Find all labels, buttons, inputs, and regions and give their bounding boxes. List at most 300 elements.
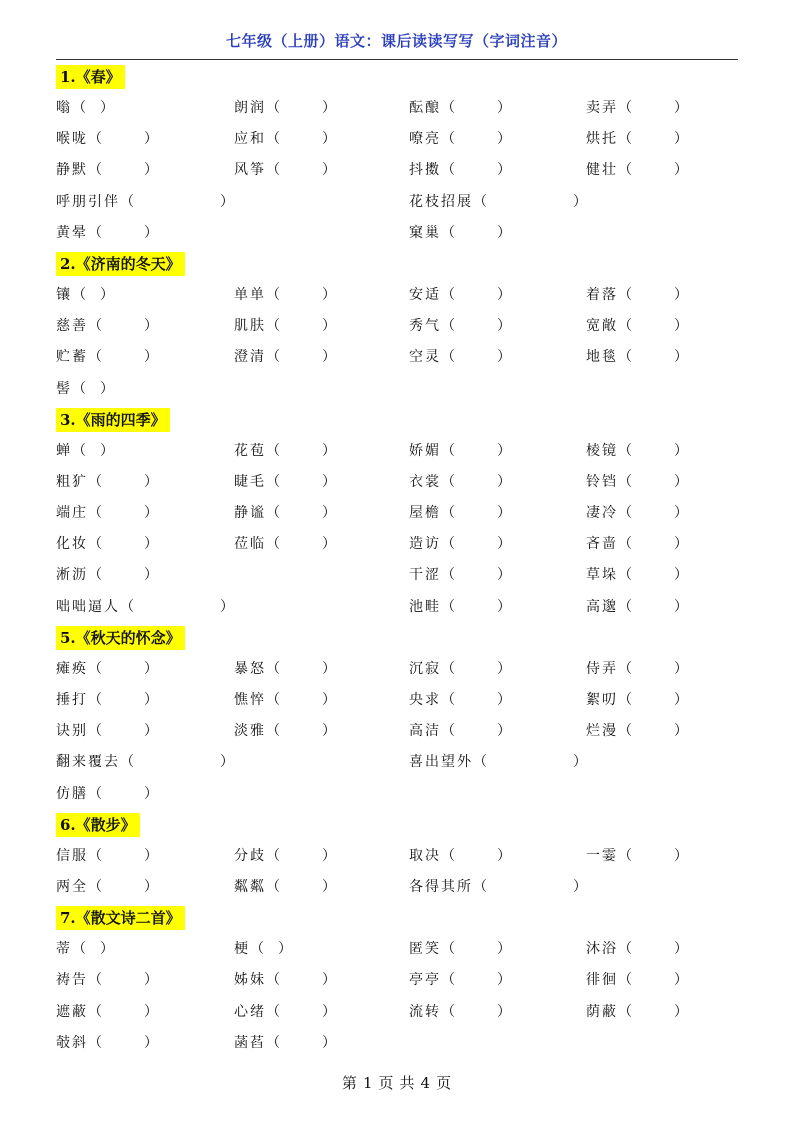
paren-open: （ bbox=[72, 941, 86, 958]
paren-close: ） bbox=[322, 442, 336, 459]
vocab-item bbox=[56, 280, 114, 311]
vocab-row bbox=[56, 311, 738, 342]
vocab-row bbox=[56, 187, 738, 218]
paren-close: ） bbox=[144, 536, 158, 553]
paren-close: ） bbox=[144, 660, 158, 677]
paren-open: （ bbox=[618, 286, 632, 303]
paren-close: ） bbox=[144, 972, 158, 989]
paren-open: （ bbox=[88, 318, 102, 335]
vocab-item bbox=[586, 841, 688, 872]
paren-close: ） bbox=[144, 224, 158, 241]
vocab-word: 烘托 bbox=[586, 131, 618, 148]
vocab-item bbox=[409, 187, 587, 218]
vocab-item bbox=[56, 342, 158, 373]
vocab-word: 澄清 bbox=[234, 349, 266, 366]
paren-close: ） bbox=[322, 1034, 336, 1051]
vocab-word: 草垛 bbox=[586, 567, 618, 584]
vocab-word: 造访 bbox=[409, 536, 441, 553]
vocab-word: 静谧 bbox=[234, 505, 266, 522]
paren-close: ） bbox=[322, 505, 336, 522]
vocab-item bbox=[586, 654, 688, 685]
vocab-item bbox=[409, 436, 511, 467]
paren-open: （ bbox=[266, 878, 280, 895]
paren-open: （ bbox=[441, 1003, 455, 1020]
vocab-item bbox=[409, 716, 511, 747]
paren-open: （ bbox=[266, 1034, 280, 1051]
paren-open: （ bbox=[266, 318, 280, 335]
paren-open: （ bbox=[618, 442, 632, 459]
paren-close: ） bbox=[674, 349, 688, 366]
paren-close: ） bbox=[497, 660, 511, 677]
vocab-item bbox=[56, 529, 158, 560]
vocab-word: 沉寂 bbox=[409, 660, 441, 677]
vocab-item bbox=[409, 93, 511, 124]
vocab-row bbox=[56, 529, 738, 560]
paren-close: ） bbox=[144, 847, 158, 864]
vocab-item bbox=[409, 592, 511, 623]
paren-open: （ bbox=[618, 536, 632, 553]
paren-close: ） bbox=[497, 473, 511, 490]
paren-close: ） bbox=[497, 536, 511, 553]
paren-open: （ bbox=[441, 224, 455, 241]
vocab-row bbox=[56, 654, 738, 685]
paren-close: ） bbox=[144, 1034, 158, 1051]
paren-close: ） bbox=[100, 442, 114, 459]
vocab-word: 信服 bbox=[56, 847, 88, 864]
paren-open: （ bbox=[88, 567, 102, 584]
paren-close: ） bbox=[100, 286, 114, 303]
vocab-item bbox=[56, 187, 234, 218]
paren-open: （ bbox=[618, 162, 632, 179]
vocab-word: 央求 bbox=[409, 692, 441, 708]
vocab-word: 化妆 bbox=[56, 536, 88, 553]
vocab-item bbox=[586, 467, 688, 498]
paren-close: ） bbox=[674, 692, 688, 708]
vocab-word: 淅沥 bbox=[56, 567, 88, 584]
vocab-item bbox=[586, 93, 688, 124]
vocab-item bbox=[56, 747, 234, 778]
paren-open: （ bbox=[618, 660, 632, 677]
paren-open: （ bbox=[88, 505, 102, 522]
vocab-word: 喜出望外 bbox=[409, 754, 473, 771]
vocab-word: 贮蓄 bbox=[56, 349, 88, 366]
paren-close: ） bbox=[144, 505, 158, 522]
vocab-word: 静默 bbox=[56, 162, 88, 179]
vocab-row bbox=[56, 965, 738, 996]
paren-close: ） bbox=[144, 473, 158, 490]
vocab-row bbox=[56, 342, 738, 373]
paren-close: ） bbox=[674, 505, 688, 522]
paren-open: （ bbox=[441, 847, 455, 864]
vocab-item bbox=[234, 155, 336, 186]
vocab-item bbox=[56, 560, 158, 591]
vocab-row bbox=[56, 436, 738, 467]
vocab-row bbox=[56, 93, 738, 124]
paren-close: ） bbox=[220, 598, 234, 615]
vocab-item bbox=[234, 124, 336, 155]
vocab-word: 应和 bbox=[234, 131, 266, 148]
paren-open: （ bbox=[88, 536, 102, 553]
vocab-word: 仿膳 bbox=[56, 785, 88, 802]
vocab-word: 两全 bbox=[56, 878, 88, 895]
vocab-item bbox=[409, 841, 511, 872]
vocab-item bbox=[409, 529, 511, 560]
paren-close: ） bbox=[144, 162, 158, 179]
vocab-row bbox=[56, 592, 738, 623]
vocab-row bbox=[56, 716, 738, 747]
paren-open: （ bbox=[618, 598, 632, 615]
vocab-word: 蒂 bbox=[56, 941, 72, 958]
paren-close: ） bbox=[322, 318, 336, 335]
paren-open: （ bbox=[266, 162, 280, 179]
paren-open: （ bbox=[618, 349, 632, 366]
paren-close: ） bbox=[144, 131, 158, 148]
vocab-word: 衣裳 bbox=[409, 473, 441, 490]
vocab-word: 着落 bbox=[586, 286, 618, 303]
vocab-item bbox=[409, 342, 511, 373]
paren-close: ） bbox=[144, 349, 158, 366]
vocab-word: 娇媚 bbox=[409, 442, 441, 459]
vocab-word: 宽敞 bbox=[586, 318, 618, 335]
paren-close: ） bbox=[497, 941, 511, 958]
paren-open: （ bbox=[441, 941, 455, 958]
vocab-item bbox=[409, 498, 511, 529]
vocab-word: 瘫痪 bbox=[56, 660, 88, 677]
paren-close: ） bbox=[322, 349, 336, 366]
paren-close: ） bbox=[497, 286, 511, 303]
vocab-word: 粗犷 bbox=[56, 473, 88, 490]
paren-open: （ bbox=[618, 567, 632, 584]
vocab-word: 花苞 bbox=[234, 442, 266, 459]
section-title: 7.《散文诗二首》 bbox=[56, 906, 185, 930]
paren-open: （ bbox=[266, 473, 280, 490]
vocab-item bbox=[234, 997, 336, 1028]
vocab-word: 吝啬 bbox=[586, 536, 618, 553]
vocab-word: 嘹亮 bbox=[409, 131, 441, 148]
paren-open: （ bbox=[266, 349, 280, 366]
vocab-word: 荫蔽 bbox=[586, 1003, 618, 1020]
paren-open: （ bbox=[266, 442, 280, 459]
paren-open: （ bbox=[88, 972, 102, 989]
vocab-item bbox=[56, 93, 114, 124]
paren-close: ） bbox=[322, 1003, 336, 1020]
vocab-row bbox=[56, 374, 738, 405]
vocab-item bbox=[56, 218, 158, 249]
vocab-word: 攲斜 bbox=[56, 1034, 88, 1051]
vocab-word: 粼粼 bbox=[234, 878, 266, 895]
vocab-item bbox=[56, 934, 114, 965]
vocab-word: 端庄 bbox=[56, 505, 88, 522]
paren-close: ） bbox=[674, 847, 688, 864]
paren-open: （ bbox=[72, 286, 86, 303]
paren-open: （ bbox=[618, 473, 632, 490]
vocab-item bbox=[56, 467, 158, 498]
paren-open: （ bbox=[266, 286, 280, 303]
paren-close: ） bbox=[674, 598, 688, 615]
vocab-item bbox=[409, 280, 511, 311]
section-title: 1.《春》 bbox=[56, 65, 125, 89]
paren-close: ） bbox=[100, 941, 114, 958]
vocab-item bbox=[409, 124, 511, 155]
vocab-item bbox=[586, 685, 688, 716]
paren-close: ） bbox=[674, 567, 688, 584]
paren-open: （ bbox=[441, 318, 455, 335]
paren-close: ） bbox=[497, 100, 511, 116]
vocab-word: 徘徊 bbox=[586, 972, 618, 989]
vocab-word: 姊妹 bbox=[234, 972, 266, 989]
paren-open: （ bbox=[88, 785, 102, 802]
vocab-word: 流转 bbox=[409, 1003, 441, 1020]
vocab-word: 地毯 bbox=[586, 349, 618, 366]
vocab-item bbox=[56, 155, 158, 186]
paren-open: （ bbox=[441, 598, 455, 615]
paren-open: （ bbox=[618, 318, 632, 335]
vocab-item bbox=[409, 997, 511, 1028]
paren-open: （ bbox=[250, 941, 264, 958]
paren-open: （ bbox=[441, 100, 455, 116]
vocab-word: 酝酿 bbox=[409, 100, 441, 116]
vocab-word: 捶打 bbox=[56, 692, 88, 708]
section-title: 5.《秋天的怀念》 bbox=[56, 626, 185, 650]
paren-open: （ bbox=[618, 100, 632, 116]
vocab-word: 呼朋引伴 bbox=[56, 193, 120, 210]
paren-open: （ bbox=[618, 723, 632, 740]
vocab-item bbox=[234, 436, 336, 467]
vocab-item bbox=[409, 155, 511, 186]
vocab-word: 睫毛 bbox=[234, 473, 266, 490]
vocab-word: 朗润 bbox=[234, 100, 266, 116]
vocab-item bbox=[586, 155, 688, 186]
paren-close: ） bbox=[674, 723, 688, 740]
vocab-word: 烂漫 bbox=[586, 723, 618, 740]
vocab-item bbox=[586, 997, 688, 1028]
paren-open: （ bbox=[441, 131, 455, 148]
paren-close: ） bbox=[674, 286, 688, 303]
paren-open: （ bbox=[618, 131, 632, 148]
vocab-item bbox=[56, 311, 158, 342]
paren-open: （ bbox=[266, 972, 280, 989]
paren-open: （ bbox=[441, 505, 455, 522]
paren-open: （ bbox=[88, 847, 102, 864]
section-title: 2.《济南的冬天》 bbox=[56, 252, 185, 276]
vocab-row bbox=[56, 685, 738, 716]
paren-open: （ bbox=[88, 162, 102, 179]
vocab-word: 空灵 bbox=[409, 349, 441, 366]
paren-open: （ bbox=[266, 847, 280, 864]
paren-close: ） bbox=[573, 193, 587, 210]
vocab-item bbox=[234, 716, 336, 747]
paren-close: ） bbox=[674, 473, 688, 490]
paren-open: （ bbox=[441, 162, 455, 179]
paren-close: ） bbox=[100, 380, 114, 397]
vocab-word: 屋檐 bbox=[409, 505, 441, 522]
vocab-word: 心绪 bbox=[234, 1003, 266, 1020]
paren-close: ） bbox=[100, 100, 114, 116]
vocab-word: 抖擞 bbox=[409, 162, 441, 179]
paren-close: ） bbox=[322, 473, 336, 490]
vocab-item bbox=[586, 965, 688, 996]
paren-close: ） bbox=[144, 723, 158, 740]
paren-close: ） bbox=[674, 536, 688, 553]
paren-close: ） bbox=[497, 318, 511, 335]
vocab-word: 亭亭 bbox=[409, 972, 441, 989]
paren-open: （ bbox=[88, 692, 102, 708]
vocab-item bbox=[56, 124, 158, 155]
paren-open: （ bbox=[266, 692, 280, 708]
vocab-word: 棱镜 bbox=[586, 442, 618, 459]
vocab-word: 莅临 bbox=[234, 536, 266, 553]
vocab-word: 单单 bbox=[234, 286, 266, 303]
paren-close: ） bbox=[497, 162, 511, 179]
vocab-item bbox=[56, 654, 158, 685]
paren-close: ） bbox=[674, 972, 688, 989]
vocab-item bbox=[586, 560, 688, 591]
vocab-item bbox=[409, 654, 511, 685]
paren-close: ） bbox=[322, 286, 336, 303]
vocab-word: 喉咙 bbox=[56, 131, 88, 148]
vocab-word: 匿笑 bbox=[409, 941, 441, 958]
paren-open: （ bbox=[88, 131, 102, 148]
vocab-item bbox=[234, 311, 336, 342]
paren-open: （ bbox=[441, 536, 455, 553]
paren-open: （ bbox=[266, 131, 280, 148]
paren-open: （ bbox=[88, 349, 102, 366]
paren-open: （ bbox=[441, 723, 455, 740]
vocab-row bbox=[56, 218, 738, 249]
vocab-item bbox=[409, 747, 587, 778]
vocab-item bbox=[234, 934, 292, 965]
vocab-item bbox=[409, 965, 511, 996]
vocab-word: 高洁 bbox=[409, 723, 441, 740]
paren-close: ） bbox=[278, 941, 292, 958]
paren-open: （ bbox=[120, 598, 134, 615]
paren-close: ） bbox=[497, 131, 511, 148]
vocab-row bbox=[56, 155, 738, 186]
paren-close: ） bbox=[144, 567, 158, 584]
vocab-item bbox=[234, 467, 336, 498]
paren-close: ） bbox=[322, 131, 336, 148]
paren-close: ） bbox=[497, 598, 511, 615]
paren-close: ） bbox=[322, 847, 336, 864]
section-title: 6.《散步》 bbox=[56, 813, 140, 837]
paren-close: ） bbox=[497, 442, 511, 459]
vocab-row bbox=[56, 560, 738, 591]
vocab-item bbox=[234, 280, 336, 311]
paren-open: （ bbox=[441, 349, 455, 366]
vocab-word: 暴怒 bbox=[234, 660, 266, 677]
paren-close: ） bbox=[322, 660, 336, 677]
vocab-word: 咄咄逼人 bbox=[56, 598, 120, 615]
vocab-word: 淡雅 bbox=[234, 723, 266, 740]
paren-open: （ bbox=[441, 972, 455, 989]
vocabulary-content bbox=[56, 62, 738, 1059]
vocab-word: 嗡 bbox=[56, 100, 72, 116]
vocab-word: 絮叨 bbox=[586, 692, 618, 708]
footer-total-word: 共 bbox=[399, 1074, 415, 1092]
vocab-item bbox=[586, 529, 688, 560]
paren-close: ） bbox=[497, 1003, 511, 1020]
paren-open: （ bbox=[88, 1003, 102, 1020]
vocab-row bbox=[56, 934, 738, 965]
vocab-item bbox=[234, 342, 336, 373]
vocab-word: 憔悴 bbox=[234, 692, 266, 708]
paren-open: （ bbox=[266, 723, 280, 740]
paren-open: （ bbox=[120, 193, 134, 210]
vocab-item bbox=[234, 685, 336, 716]
vocab-row bbox=[56, 498, 738, 529]
vocab-word: 诀别 bbox=[56, 723, 88, 740]
paren-close: ） bbox=[144, 1003, 158, 1020]
vocab-item bbox=[234, 654, 336, 685]
vocab-word: 风筝 bbox=[234, 162, 266, 179]
footer-total-pages: 4 bbox=[420, 1074, 431, 1092]
paren-close: ） bbox=[497, 972, 511, 989]
paren-open: （ bbox=[266, 660, 280, 677]
vocab-row bbox=[56, 1028, 738, 1059]
vocab-item bbox=[234, 93, 336, 124]
vocab-item bbox=[409, 685, 511, 716]
vocab-word: 池畦 bbox=[409, 598, 441, 615]
vocab-item bbox=[586, 498, 688, 529]
paren-open: （ bbox=[72, 100, 86, 116]
paren-close: ） bbox=[674, 941, 688, 958]
paren-close: ） bbox=[322, 162, 336, 179]
vocab-word: 铃铛 bbox=[586, 473, 618, 490]
vocab-item bbox=[234, 1028, 336, 1059]
paren-open: （ bbox=[88, 224, 102, 241]
paren-open: （ bbox=[473, 193, 487, 210]
paren-close: ） bbox=[497, 349, 511, 366]
paren-close: ） bbox=[497, 224, 511, 241]
paren-open: （ bbox=[441, 692, 455, 708]
vocab-item bbox=[56, 779, 158, 810]
vocab-row bbox=[56, 872, 738, 903]
vocab-item bbox=[586, 280, 688, 311]
vocab-item bbox=[56, 436, 114, 467]
vocab-word: 肌肤 bbox=[234, 318, 266, 335]
vocab-word: 一霎 bbox=[586, 847, 618, 864]
vocab-item bbox=[409, 218, 511, 249]
vocab-item bbox=[409, 311, 511, 342]
vocab-word: 分歧 bbox=[234, 847, 266, 864]
vocab-word: 沐浴 bbox=[586, 941, 618, 958]
vocab-item bbox=[56, 592, 234, 623]
vocab-word: 髻 bbox=[56, 380, 72, 397]
vocab-item bbox=[56, 997, 158, 1028]
paren-close: ） bbox=[144, 878, 158, 895]
footer-page-number: 1 bbox=[362, 1074, 373, 1092]
paren-close: ） bbox=[322, 878, 336, 895]
paren-open: （ bbox=[618, 505, 632, 522]
paren-close: ） bbox=[497, 692, 511, 708]
paren-close: ） bbox=[674, 100, 688, 116]
paren-open: （ bbox=[72, 380, 86, 397]
vocab-item bbox=[56, 1028, 158, 1059]
paren-open: （ bbox=[618, 847, 632, 864]
vocab-word: 镶 bbox=[56, 286, 72, 303]
vocab-item bbox=[409, 872, 587, 903]
vocab-row bbox=[56, 124, 738, 155]
vocab-item bbox=[56, 965, 158, 996]
vocab-item bbox=[56, 374, 114, 405]
vocab-item bbox=[234, 529, 336, 560]
paren-close: ） bbox=[322, 100, 336, 116]
vocab-word: 祷告 bbox=[56, 972, 88, 989]
vocab-item bbox=[234, 872, 336, 903]
vocab-word: 卖弄 bbox=[586, 100, 618, 116]
vocab-word: 健壮 bbox=[586, 162, 618, 179]
paren-close: ） bbox=[674, 1003, 688, 1020]
